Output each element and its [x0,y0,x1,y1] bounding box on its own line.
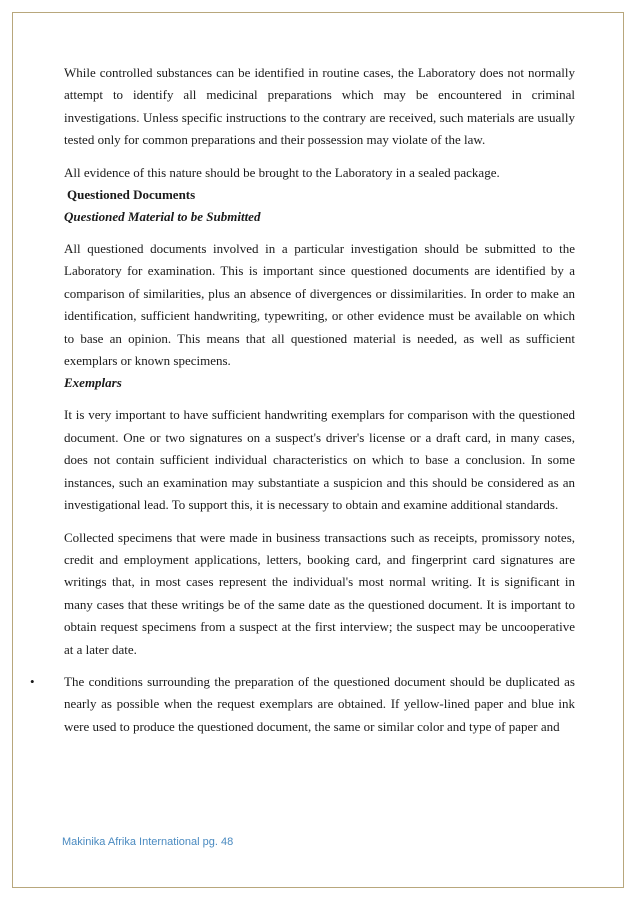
bullet-icon: • [30,673,35,689]
paragraph-questioned-material: All questioned documents involved in a particular investigation should be submitted to the Laboratory for examination. This is important since questioned documents are identified by a comparison of similarities, plus an absence of divergences or dissimilarities. In order to make an identification, sufficient handwriting, typewriting, or other evidence must be available on which to base an opinion. This means that all questioned material is needed, as well as sufficient exemplars or known specimens. [64,241,575,369]
paragraph-sealed-package: All evidence of this nature should be brought to the Laboratory in a sealed package. [64,164,500,180]
document-body [30,62,575,738]
heading-exemplars: Exemplars [64,375,122,391]
paragraph-exemplars: It is very important to have sufficient handwriting exemplars for comparison with the questioned document. One or two signatures on a suspect's driver's license or a draft card, in many cases, does not contain sufficient individual characteristics on which to base a conclusion. In some instances, such an examination may substantiate a suspicion and this should be considered as an investigational lead. To support this, it is necessary to obtain and examine additional standards. [64,407,575,513]
paragraph-collected-specimens: Collected specimens that were made in business transactions such as receipts, promissory notes, credit and employment applications, letters, booking card, and fingerprint card signatures are writings that, in most cases represent the individual's most normal writing. It is significant in many cases that these writings be of the same date as the questioned document. It is important to obtain request specimens from a suspect at the first interview; the suspect may be uncooperative at a later date. [64,529,575,657]
page-footer: Makinika Afrika International pg. 48 [62,836,234,848]
bullet-list-item [30,671,575,738]
heading-questioned-documents: Questioned Documents [67,187,196,203]
paragraph-controlled-substances: While controlled substances can be identified in routine cases, the Laboratory does not normally attempt to identify all medicinal preparations which may be encountered in criminal investigations. Unless specific instructions to the contrary are received, such materials are usually tested only for common preparations and their possession may violate of the law. [64,65,575,148]
bullet-text: The conditions surrounding the preparation of the questioned document should be duplicated as nearly as possible when the request exemplars are obtained. If yellow-lined paper and blue ink were used to produce the questioned document, the same or similar color and type of paper and [64,673,575,734]
heading-questioned-material: Questioned Material to be Submitted [64,209,261,225]
